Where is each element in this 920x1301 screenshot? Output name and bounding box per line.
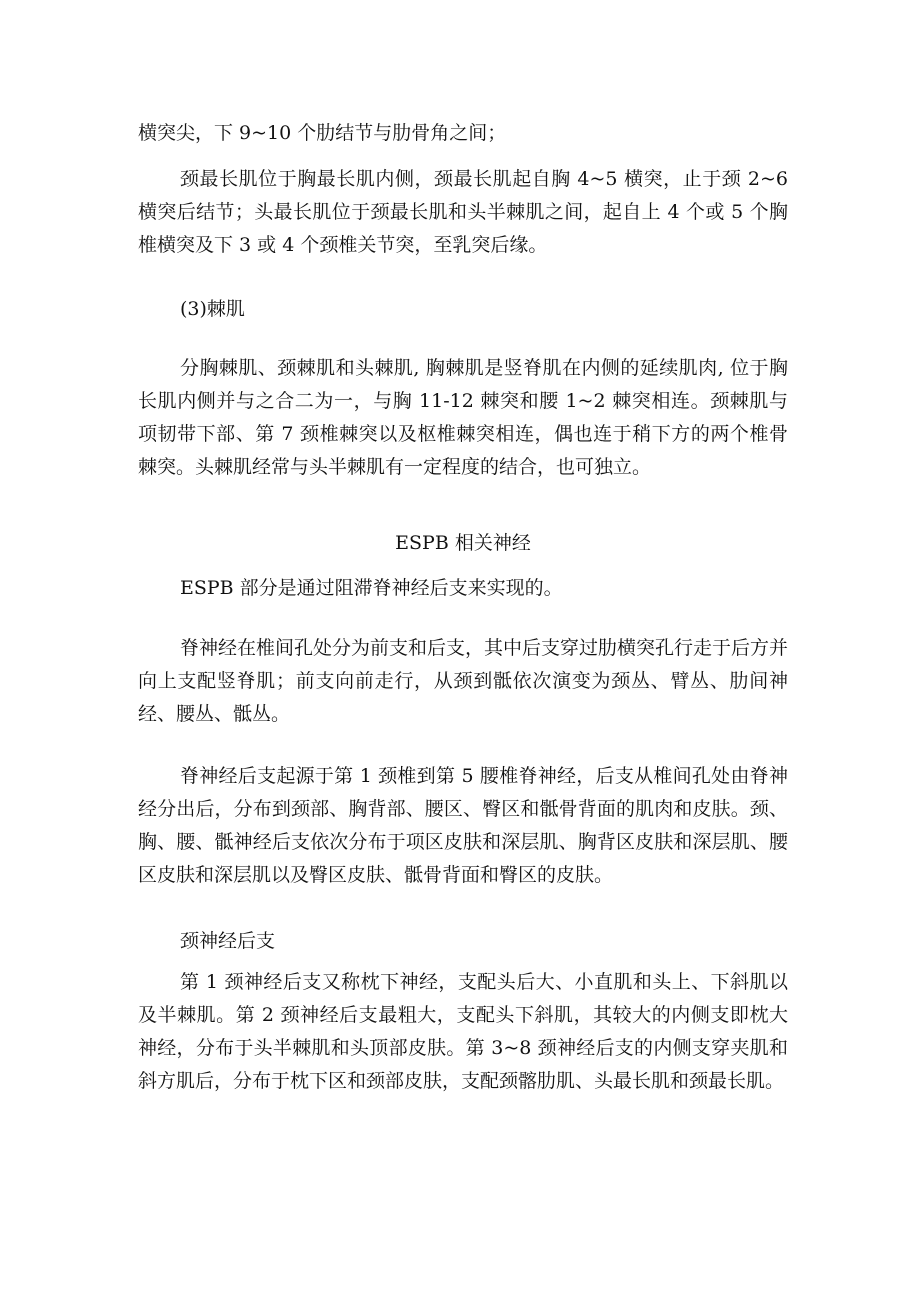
paragraph-dorsal-rami: 脊神经后支起源于第 1 颈椎到第 5 腰椎脊神经，后支从椎间孔处由脊神经分出后，分布到颈部、胸背部、腰区、臀区和骶骨背面的肌肉和皮肤。颈、胸、腰、骶神经后支依次分布于项区皮肤和深层肌、胸背区皮肤和深层肌、腰区皮肤和深层肌以及臀区皮肤、骶骨背面和臀区的皮肤。 bbox=[138, 765, 788, 886]
paragraph-spinalis: 分胸棘肌、颈棘肌和头棘肌, 胸棘肌是竖脊肌在内侧的延续肌肉, 位于胸长肌内侧并与之合二为一，与胸 11-12 棘突和腰 1~2 棘突相连。颈棘肌与项韧带下部、第 7 颈椎棘突以及枢椎棘突相连，偶也连于稍下方的两个椎骨棘突。头棘肌经常与头半棘肌有一定程度的结合，也可独立。 bbox=[138, 357, 788, 478]
paragraph-iliocostalis-end: 横突尖，下 9~10 个肋结节与肋骨角之间； bbox=[138, 122, 507, 144]
section-heading-cervical-dorsal-rami: 颈神经后支 bbox=[180, 930, 276, 952]
section-heading-spinalis: (3)棘肌 bbox=[180, 298, 245, 320]
section-heading-espb-nerves: ESPB 相关神经 bbox=[395, 532, 531, 554]
paragraph-espb-intro: ESPB 部分是通过阻滞脊神经后支来实现的。 bbox=[180, 577, 563, 599]
paragraph-spinal-nerve-branches: 脊神经在椎间孔处分为前支和后支，其中后支穿过肋横突孔行走于后方并向上支配竖脊肌；前支向前走行，从颈到骶依次演变为颈丛、臂丛、肋间神经、腰丛、骶丛。 bbox=[138, 637, 789, 725]
paragraph-cervical-dorsal-rami: 第 1 颈神经后支又称枕下神经，支配头后大、小直肌和头上、下斜肌以及半棘肌。第 2 颈神经后支最粗大，支配头下斜肌，其较大的内侧支即枕大神经，分布于头半棘肌和头顶部皮肤。第 3~8 颈神经后支的内侧支穿夹肌和斜方肌后，分布于枕下区和颈部皮肤，支配颈髂肋肌、头最长肌和颈最长肌。 bbox=[138, 971, 788, 1092]
paragraph-longissimus: 颈最长肌位于胸最长肌内侧，颈最长肌起自胸 4~5 横突，止于颈 2~6 横突后结节；头最长肌位于颈最长肌和头半棘肌之间，起自上 4 个或 5 个胸椎横突及下 3 或 4 个颈椎关节突，至乳突后缘。 bbox=[138, 168, 788, 256]
